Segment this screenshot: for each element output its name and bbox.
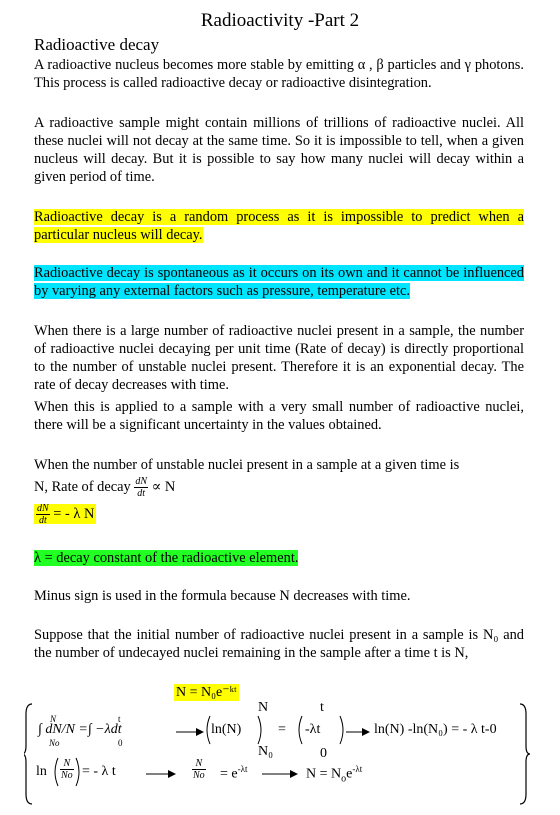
exponential-formula: N = N₀e⁻ᵏᵗ (176, 685, 237, 700)
dN-dt-fraction: $\frac{dN}{dt}$ (135, 476, 147, 499)
paragraph-intro: A radioactive nucleus becomes more stable by emitting α , β particles and γ photons. This process is called radioactive decay or radioactive disintegration. (34, 57, 524, 91)
limit-lower-N0: N₀ (258, 744, 273, 759)
integral-lower-limit-0: 0 (118, 738, 123, 748)
equation-rhs: = - λ N (53, 505, 95, 522)
minus-lambda-t: = - λ t (82, 764, 116, 779)
result-ln-difference: ln(N) -ln(N₀) = - λ t-0 (374, 722, 497, 737)
rate-of-decay-line (34, 476, 175, 499)
paragraph-sample: A radioactive sample might contain millions of trillions of radioactive nuclei. All these nuclei will not decay at the same time. So it is impossible to tell, when a given nucleus will decay. But it is possible to say how many nuclei will decay within a given period of time. (34, 115, 524, 185)
limit-upper-N: N (258, 700, 269, 715)
paragraph-random (34, 208, 524, 244)
page-title: Radioactivity -Part 2 (200, 10, 360, 31)
highlight-random: Radioactive decay is a random process as it is impossible to predict when a particular nucleus will decay. (34, 209, 524, 243)
paragraph-small-number: When this is applied to a sample with a very small number of radioactive nuclei, there will be a significant uncertainty in the values obtained. (34, 399, 524, 433)
ln-label: ln (36, 764, 47, 779)
equals-sign: = (278, 722, 286, 737)
limit-lower-0: 0 (320, 746, 327, 761)
paragraph-large-number: When there is a large number of radioactive nuclei present in a sample, the number of radioactive nuclei decaying per unit time (Rate of decay) is directly proportional to the number of unstable nuclei present. Therefore it is an exponential decay. The rate of decay decreases with time. (34, 323, 524, 393)
paragraph-spontaneous (34, 264, 524, 300)
proportional-symbol: ∝ N (151, 478, 176, 495)
exp-equation: = $e^{-\lambda t}$ (220, 764, 248, 782)
integral-expression: ∫ dN/N =∫ −λdt (38, 722, 122, 737)
section-heading: Radioactive decay (34, 35, 160, 54)
N-over-No-fraction: $\frac{N}{No}$ (61, 758, 73, 781)
limit-upper-t: t (320, 700, 324, 715)
highlight-spontaneous: Radioactive decay is spontaneous as it occurs on its own and it cannot be influenced by varying any external factors such as pressure, temperature etc. (34, 265, 524, 299)
derivation-block (24, 700, 534, 808)
integral-upper-limit: N (50, 714, 57, 724)
paragraph-rate: When the number of unstable nuclei present in a sample at a given time is (34, 457, 460, 473)
integral-upper-limit-t: t (118, 714, 121, 724)
lambda-t-bracket: -λt (305, 722, 321, 737)
ln-bracket: ln(N) (211, 722, 242, 737)
derivation-brackets (24, 700, 534, 808)
dN-dt-fraction-eq: $\frac{dN}{dt}$ (37, 503, 49, 526)
decay-equation (34, 503, 96, 526)
final-result: $N = N_oe^{-\lambda t}$ (306, 764, 363, 785)
lambda-definition: λ = decay constant of the radioactive element. (34, 550, 299, 566)
N-over-No-fraction-2: $\frac{N}{No}$ (193, 758, 205, 781)
paragraph-initial-number: Suppose that the initial number of radioactive nuclei present in a sample is N₀ and the number of undecayed nuclei remaining in the sample after a time t is N, (34, 627, 524, 661)
integral-lower-limit: No (49, 738, 60, 748)
minus-sign-note: Minus sign is used in the formula because N decreases with time. (34, 588, 411, 604)
rate-label: N, Rate of decay (34, 478, 131, 495)
